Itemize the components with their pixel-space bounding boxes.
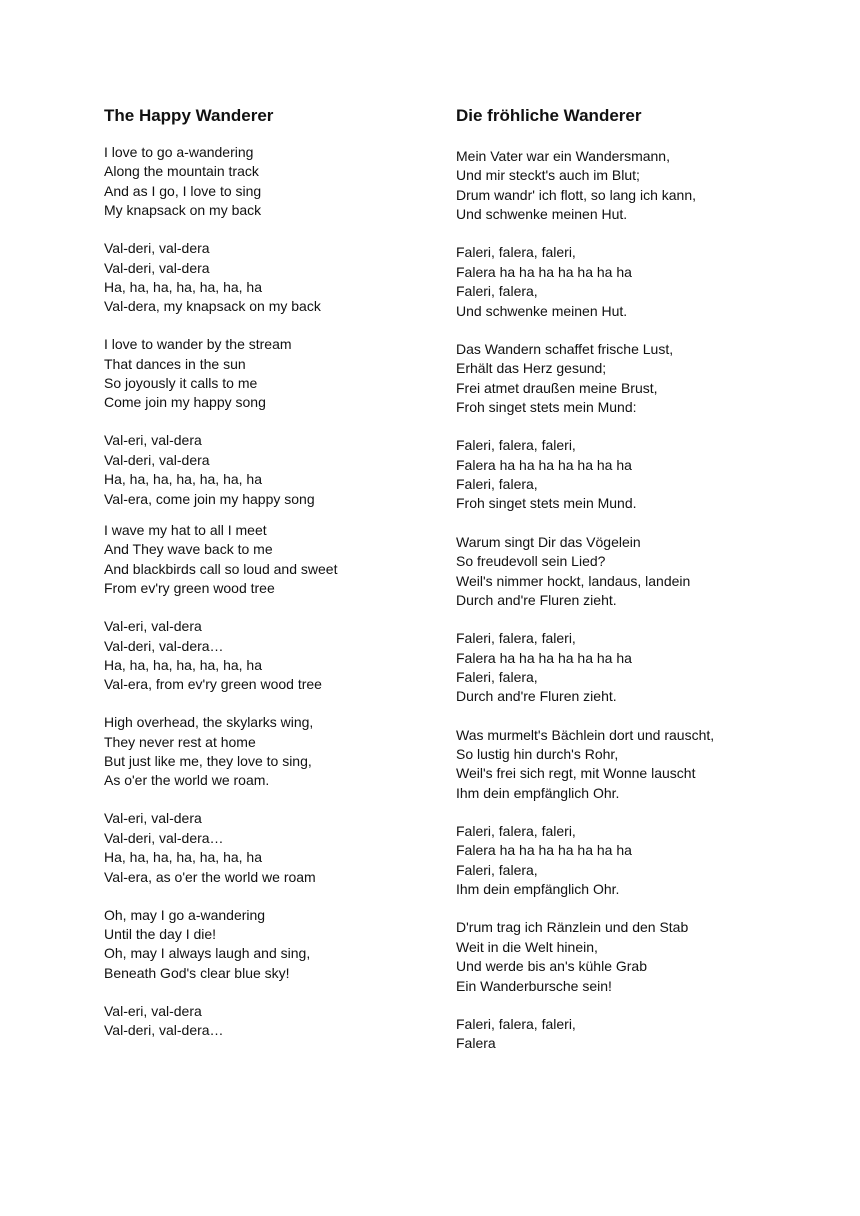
- german-stanza: [456, 629, 786, 707]
- lyric-line: As o'er the world we roam.: [104, 772, 270, 789]
- german-stanza: [456, 147, 786, 225]
- lyric-line: Until the day I die!: [104, 925, 217, 942]
- german-title: Die fröhliche Wanderer: [456, 106, 642, 125]
- lyric-line: Val-era, as o'er the world we roam: [104, 868, 316, 885]
- lyric-line: And blackbirds call so loud and sweet: [104, 560, 338, 577]
- lyric-line: That dances in the sun: [104, 355, 246, 372]
- lyric-line: Come join my happy song: [104, 394, 266, 411]
- german-stanza: [456, 822, 786, 900]
- lyric-line: Oh, may I go a-wandering: [104, 906, 266, 923]
- lyric-line: Warum singt Dir das Vögelein: [456, 533, 641, 550]
- lyric-line: Faleri, falera,: [456, 861, 538, 878]
- german-stanza: [456, 918, 786, 996]
- lyric-line: Falera ha ha ha ha ha ha ha: [456, 842, 632, 859]
- german-stanza: [456, 1015, 786, 1054]
- lyric-line: So freudevoll sein Lied?: [456, 553, 606, 570]
- lyric-line: But just like me, they love to sing,: [104, 753, 312, 770]
- english-stanza: [104, 617, 424, 695]
- lyric-line: Frei atmet draußen meine Brust,: [456, 379, 658, 396]
- lyric-line: Weit in die Welt hinein,: [456, 938, 598, 955]
- lyric-line: I love to wander by the stream: [104, 336, 292, 353]
- english-stanza: [104, 335, 424, 413]
- lyric-line: Und schwenke meinen Hut.: [456, 302, 628, 319]
- german-stanza: [456, 243, 786, 321]
- lyric-line: Erhält das Herz gesund;: [456, 360, 607, 377]
- lyric-line: Val-era, from ev'ry green wood tree: [104, 676, 322, 693]
- lyric-line: Falera ha ha ha ha ha ha ha: [456, 456, 632, 473]
- lyric-line: Val-deri, val-dera: [104, 240, 210, 257]
- lyric-line: Ha, ha, ha, ha, ha, ha, ha: [104, 656, 263, 673]
- lyric-line: Drum wandr' ich flott, so lang ich kann,: [456, 186, 697, 203]
- lyric-line: From ev'ry green wood tree: [104, 580, 275, 597]
- lyric-line: So joyously it calls to me: [104, 375, 258, 392]
- lyric-line: Faleri, falera, faleri,: [456, 822, 576, 839]
- lyric-line: Beneath God's clear blue sky!: [104, 964, 290, 981]
- lyric-line: Oh, may I always laugh and sing,: [104, 945, 311, 962]
- lyric-line: And They wave back to me: [104, 541, 273, 558]
- lyric-line: I love to go a-wandering: [104, 144, 254, 160]
- lyric-line: Faleri, falera, faleri,: [456, 244, 576, 261]
- lyric-line: Falera ha ha ha ha ha ha ha: [456, 649, 632, 666]
- lyric-line: Weil's frei sich regt, mit Wonne lauscht: [456, 765, 696, 782]
- lyric-line: Val-eri, val-dera: [104, 432, 202, 449]
- lyric-line: Das Wandern schaffet frische Lust,: [456, 340, 674, 357]
- german-stanza: [456, 726, 786, 804]
- lyric-line: Val-deri, val-dera: [104, 259, 210, 276]
- lyric-line: Ein Wanderbursche sein!: [456, 977, 612, 994]
- english-lyrics: [104, 143, 424, 1040]
- lyric-line: D'rum trag ich Ränzlein und den Stab: [456, 919, 689, 936]
- english-title: The Happy Wanderer: [104, 106, 274, 125]
- english-stanza: [104, 809, 424, 887]
- lyric-line: Ihm dein empfänglich Ohr.: [456, 881, 620, 898]
- lyric-line: Froh singet stets mein Mund:: [456, 399, 637, 416]
- lyric-line: Mein Vater war ein Wandersmann,: [456, 148, 670, 164]
- lyric-line: Val-deri, val-dera…: [104, 829, 224, 846]
- lyric-line: Val-deri, val-dera…: [104, 1022, 224, 1039]
- lyric-line: Ha, ha, ha, ha, ha, ha, ha: [104, 471, 263, 488]
- german-stanza: [456, 436, 786, 514]
- lyric-line: Val-era, come join my happy song: [104, 490, 315, 507]
- lyric-line: Along the mountain track: [104, 163, 259, 180]
- lyric-line: So lustig hin durch's Rohr,: [456, 745, 619, 762]
- german-lyrics: [456, 147, 786, 1054]
- english-stanza: [104, 906, 424, 984]
- lyric-line: Durch and're Fluren zieht.: [456, 688, 617, 705]
- german-stanza: [456, 533, 786, 611]
- lyric-line: Ihm dein empfänglich Ohr.: [456, 784, 620, 801]
- lyric-line: Val-deri, val-dera…: [104, 637, 224, 654]
- lyric-line: Faleri, falera, faleri,: [456, 630, 576, 647]
- lyric-line: And as I go, I love to sing: [104, 182, 262, 199]
- lyric-line: Faleri, falera, faleri,: [456, 437, 576, 454]
- lyric-line: Val-dera, my knapsack on my back: [104, 298, 321, 315]
- lyric-line: My knapsack on my back: [104, 202, 262, 219]
- english-stanza: [104, 521, 424, 599]
- lyric-line: Faleri, falera,: [456, 476, 538, 493]
- german-stanza: [456, 340, 786, 418]
- lyric-line: Faleri, falera,: [456, 283, 538, 300]
- lyric-line: Falera ha ha ha ha ha ha ha: [456, 263, 632, 280]
- lyric-line: Ha, ha, ha, ha, ha, ha, ha: [104, 278, 263, 295]
- german-column: [456, 106, 786, 1072]
- english-stanza: [104, 239, 424, 317]
- lyric-line: Faleri, falera,: [456, 668, 538, 685]
- lyric-line: Und werde bis an's kühle Grab: [456, 958, 647, 975]
- english-stanza: [104, 431, 424, 509]
- lyric-line: Val-eri, val-dera: [104, 810, 202, 827]
- lyric-line: Val-eri, val-dera: [104, 618, 202, 635]
- lyric-line: Val-eri, val-dera: [104, 1002, 202, 1019]
- lyric-line: Val-deri, val-dera: [104, 451, 210, 468]
- lyric-line: Was murmelt's Bächlein dort und rauscht,: [456, 726, 715, 743]
- lyric-line: Froh singet stets mein Mund.: [456, 495, 637, 512]
- lyric-line: Und schwenke meinen Hut.: [456, 206, 628, 223]
- lyric-line: Faleri, falera, faleri,: [456, 1015, 576, 1032]
- english-stanza: [104, 713, 424, 791]
- lyric-line: Ha, ha, ha, ha, ha, ha, ha: [104, 849, 263, 866]
- lyric-line: Durch and're Fluren zieht.: [456, 591, 617, 608]
- english-column: [104, 106, 424, 1059]
- lyric-line: I wave my hat to all I meet: [104, 522, 267, 538]
- lyric-line: They never rest at home: [104, 733, 256, 750]
- english-stanza: [104, 143, 424, 221]
- lyric-line: High overhead, the skylarks wing,: [104, 714, 314, 731]
- lyric-line: Weil's nimmer hockt, landaus, landein: [456, 572, 691, 589]
- english-stanza: [104, 1002, 424, 1041]
- lyric-line: Falera: [456, 1035, 496, 1052]
- lyric-line: Und mir steckt's auch im Blut;: [456, 167, 640, 184]
